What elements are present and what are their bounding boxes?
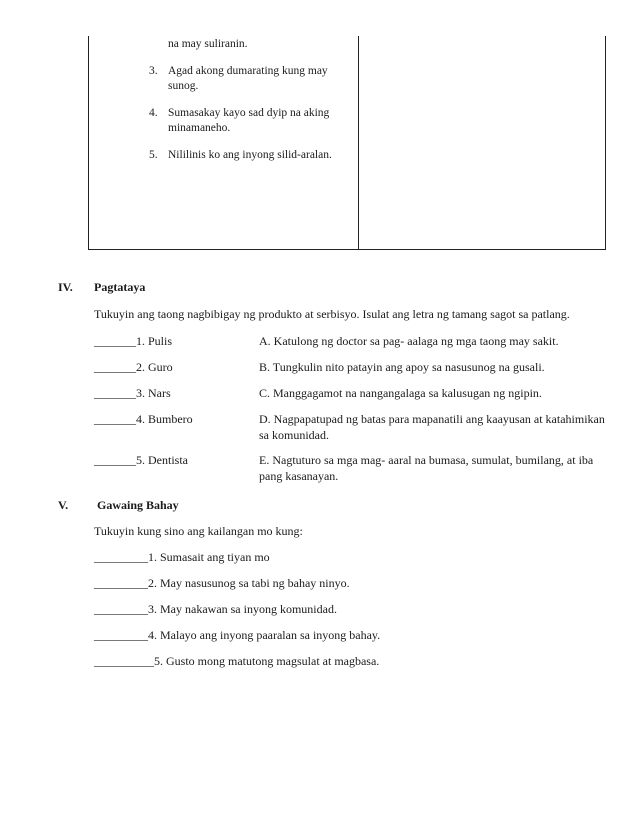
matching-choice: C. Manggagamot na nangangalaga sa kalusugan ng ngipin. <box>259 386 542 400</box>
matching-item: _______5. Dentista <box>94 453 188 467</box>
matching-item: _______2. Guro <box>94 360 173 374</box>
list-item-number: 4. <box>149 107 158 119</box>
table-cell-right <box>359 36 605 249</box>
matching-row <box>94 385 614 401</box>
matching-item: _______1. Pulis <box>94 334 173 348</box>
homework-item: _________4. Malayo ang inyong paaralan sa inyong bahay. <box>94 628 381 642</box>
numbered-list <box>149 64 349 175</box>
homework-item: __________5. Gusto mong matutong magsulat at magbasa. <box>94 654 380 668</box>
matching-choice: A. Katulong ng doctor sa pag- aalaga ng mga taong may sakit. <box>259 334 559 348</box>
section-iv-title: Pagtataya <box>94 280 146 294</box>
list-item-number: 3. <box>149 65 158 77</box>
section-iv-instruction: Tukuyin ang taong nagbibigay ng produkto at serbisyo. Isulat ang letra ng tamang sagot sa patlang. <box>94 307 570 321</box>
list-item <box>149 148 349 163</box>
list-item <box>149 106 349 136</box>
matching-row <box>94 359 614 375</box>
list-item-number: 5. <box>149 149 158 161</box>
matching-row <box>94 411 614 443</box>
matching-row <box>94 333 614 349</box>
homework-item: _________3. May nakawan sa inyong komunidad. <box>94 602 337 616</box>
list-item-text: Sumasakay kayo sad dyip na aking minamaneho. <box>168 107 330 134</box>
matching-choice: E. Nagtuturo sa mga mag- aaral na bumasa, sumulat, bumilang, at iba pang kasanayan. <box>259 453 594 483</box>
section-v-numeral: V. <box>58 498 69 512</box>
matching-choice: B. Tungkulin nito patayin ang apoy sa nasusunog na gusali. <box>259 360 545 374</box>
matching-item: _______4. Bumbero <box>94 412 193 426</box>
homework-item: _________2. May nasusunog sa tabi ng bahay ninyo. <box>94 576 350 590</box>
continuation-line: na may suliranin. <box>168 38 248 50</box>
list-item-text: Nililinis ko ang inyong silid-aralan. <box>168 149 332 161</box>
table-cell-left <box>89 36 359 249</box>
activity-table <box>88 36 606 250</box>
list-item-text: Agad akong dumarating kung may sunog. <box>168 65 328 92</box>
homework-item: _________1. Sumasait ang tiyan mo <box>94 550 270 564</box>
list-item <box>149 64 349 94</box>
section-v-instruction: Tukuyin kung sino ang kailangan mo kung: <box>94 524 303 538</box>
matching-row <box>94 452 614 484</box>
matching-item: _______3. Nars <box>94 386 171 400</box>
matching-choice: D. Nagpapatupad ng batas para mapanatili ang kaayusan at katahimikan sa komunidad. <box>259 412 605 442</box>
section-iv-numeral: IV. <box>58 280 73 294</box>
section-v-title: Gawaing Bahay <box>97 498 179 512</box>
